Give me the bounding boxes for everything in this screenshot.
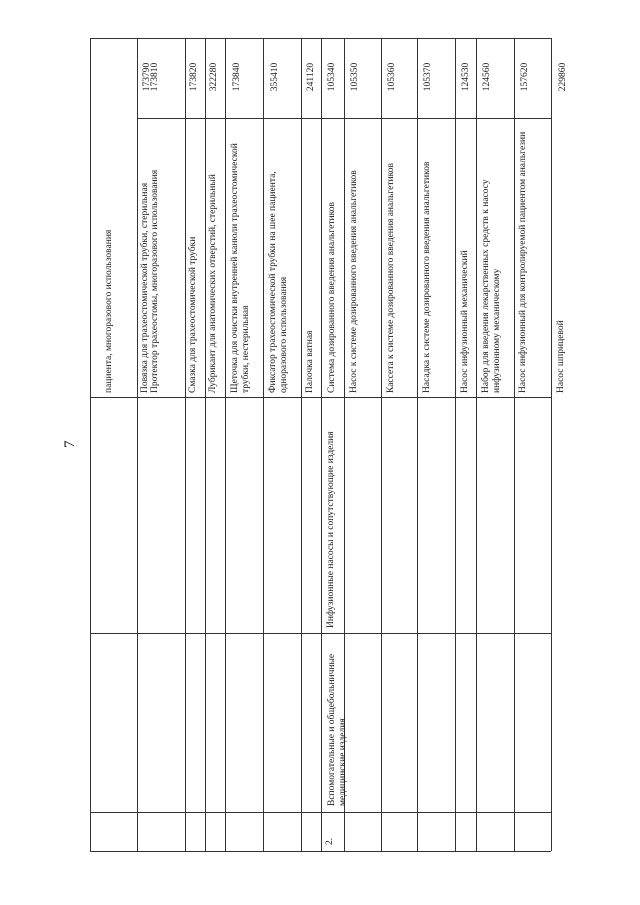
item-code: 355410 <box>270 62 280 92</box>
item-name: Насос шприцевой <box>556 320 566 393</box>
table-border <box>476 38 477 851</box>
item-code: 124560 <box>482 62 492 92</box>
table-border <box>90 38 91 851</box>
table-border <box>263 38 264 851</box>
item-code: 105360 <box>387 62 397 92</box>
table-border <box>90 38 551 39</box>
table-border <box>417 38 418 851</box>
table-border <box>381 38 382 851</box>
item-name: Протектор трахеостомы, многоразового использования <box>150 169 160 393</box>
item-name: Набор для введения лекарственных средств к насосу инфузионному механическому <box>481 179 502 393</box>
table-border <box>137 38 138 851</box>
item-code: 173820 <box>189 62 199 92</box>
item-name: пациента, многоразового использования <box>104 229 114 393</box>
item-code: 105350 <box>350 62 360 92</box>
item-code: 173840 <box>232 62 242 92</box>
item-name: Повязка для трахеостомической трубки, стерильная <box>140 182 150 393</box>
item-name: Система дозированного введения анальгетиков <box>327 202 337 393</box>
table-border <box>205 38 206 851</box>
item-code: 173810 <box>150 62 160 92</box>
item-name: Смазка для трахеостомической трубки <box>188 236 198 393</box>
table-border <box>185 38 186 851</box>
table-border <box>90 812 551 813</box>
item-name: Лубрикант для анатомических отверстий, стерильный <box>208 174 218 393</box>
item-name: Кассета к системе дозированного введения анальгетиков <box>386 163 396 393</box>
category-cell: Вспомогательные и общебольничные медицинские изделия <box>327 653 348 806</box>
table-border <box>301 38 302 851</box>
item-code: 157620 <box>520 62 530 92</box>
page-number: 7 <box>62 440 78 448</box>
item-code: 322280 <box>209 62 219 92</box>
item-code: 124530 <box>461 62 471 92</box>
item-name: Насос инфузионный механический <box>460 250 470 393</box>
table-border <box>551 38 552 851</box>
item-code: 229860 <box>558 62 568 92</box>
item-name: Насос инфузионный для контролируемой пациентом анальгезии <box>518 131 528 393</box>
table-border <box>321 38 322 851</box>
table-border <box>90 851 551 852</box>
table-border <box>137 118 551 119</box>
item-name: Палочка ватная <box>305 330 315 393</box>
table-border <box>225 38 226 851</box>
item-name: Щеточка для очистки внутренней канюли трахеостомической трубки, нестерильная <box>230 143 251 393</box>
item-code: 241120 <box>306 62 316 92</box>
item-code: 105340 <box>327 62 337 92</box>
table-border <box>455 38 456 851</box>
table-border <box>514 38 515 851</box>
row-number: 2. <box>325 837 335 845</box>
table-border <box>90 633 551 634</box>
item-code: 173790 <box>142 62 152 92</box>
item-name: Фиксатор трахеостомической трубки на шее пациента, одноразового использования <box>268 171 289 393</box>
item-name: Насос к системе дозированного введения анальгетиков <box>349 170 359 393</box>
table-border <box>90 397 551 398</box>
item-name: Насадка к системе дозированного введения анальгетиков <box>422 161 432 393</box>
item-code: 105370 <box>423 62 433 92</box>
subgroup-cell: Инфузионные насосы и сопутствующие изделия <box>326 431 336 628</box>
